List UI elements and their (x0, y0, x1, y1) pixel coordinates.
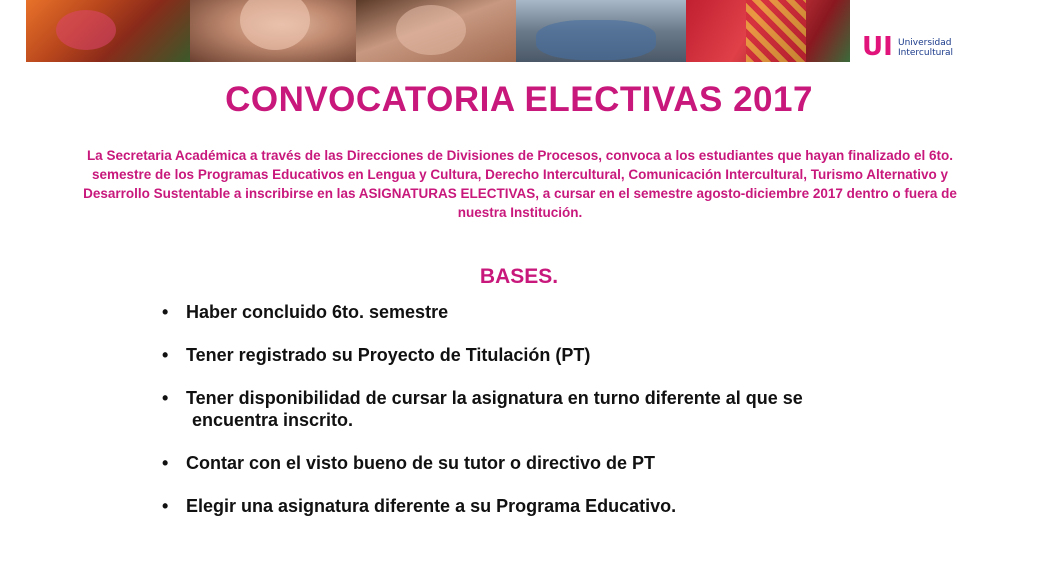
university-logo (850, 0, 1014, 62)
bullet-icon: • (162, 302, 169, 322)
intro-line: nuestra Institución. (457, 205, 583, 220)
list-item-text: Tener disponibilidad de cursar la asignatura en turno diferente al que se (186, 388, 803, 408)
bullet-icon: • (162, 496, 169, 516)
banner-photo-4 (516, 0, 686, 62)
banner-photo-2 (190, 0, 356, 62)
logo-text: Universidad Intercultural (898, 38, 954, 58)
bullet-icon: • (162, 453, 169, 473)
list-item-text: Haber concluido 6to. semestre (186, 302, 449, 322)
banner-photo-1 (26, 0, 190, 62)
banner-photo-3 (356, 0, 516, 62)
bullet-icon: • (162, 345, 169, 365)
list-item (160, 301, 803, 323)
list-item-text: Contar con el visto bueno de su tutor o directivo de PT (186, 453, 656, 473)
list-item-text: Tener registrado su Proyecto de Titulación (PT) (186, 345, 591, 365)
intro-line: Desarrollo Sustentable a inscribirse en las ASIGNATURAS ELECTIVAS, a cursar en el semestre agosto-diciembre 2017 dentro o fuera de (83, 186, 957, 201)
list-item-text: Elegir una asignatura diferente a su Programa Educativo. (186, 496, 677, 516)
header-banner (26, 0, 1014, 62)
list-item-text-continued: encuentra inscrito. (192, 410, 354, 430)
list-item (160, 495, 803, 517)
list-item (160, 452, 803, 474)
intro-line: semestre de los Programas Educativos en Lengua y Cultura, Derecho Intercultural, Comunicación Intercultural, Turismo Alternativo y (92, 167, 948, 182)
bases-list (160, 300, 803, 517)
page-title: CONVOCATORIA ELECTIVAS 2017 (225, 80, 813, 119)
bases-heading: BASES. (479, 265, 559, 288)
bullet-icon: • (162, 388, 169, 408)
list-item (160, 387, 803, 431)
list-item (160, 344, 803, 366)
logo-mark: UI (862, 32, 893, 62)
intro-line: La Secretaria Académica a través de las Direcciones de Divisiones de Procesos, convoca a los estudiantes que hayan finalizado el 6to. (86, 148, 954, 163)
banner-photo-5 (686, 0, 850, 62)
intro-paragraph (40, 146, 1000, 222)
